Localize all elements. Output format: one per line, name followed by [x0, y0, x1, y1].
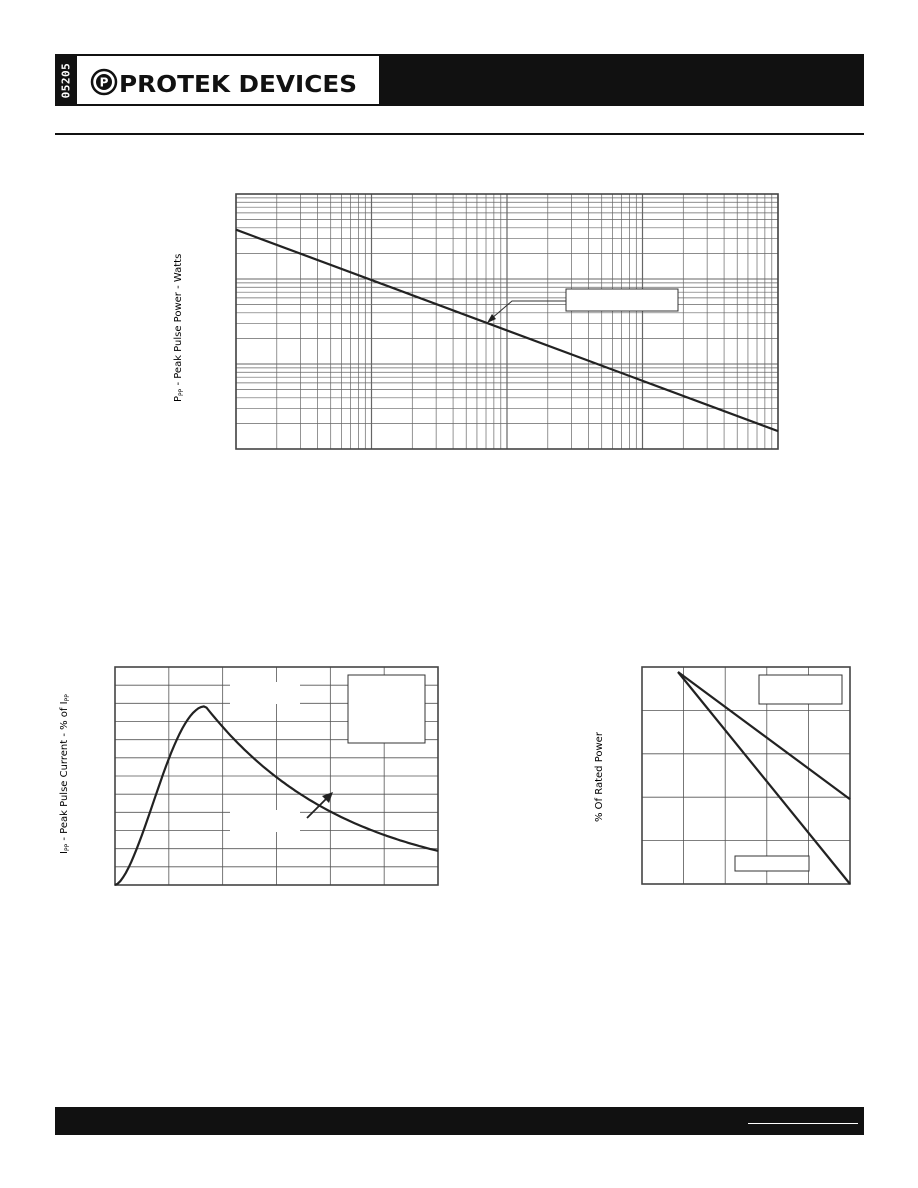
chart3-legend-box-top — [759, 675, 842, 704]
chart2-label-mask-bottom — [230, 810, 300, 832]
chart3-y-axis-label: % Of Rated Power — [594, 732, 605, 822]
pulse-waveform-chart — [110, 662, 445, 890]
footer-rule — [748, 1123, 858, 1124]
peak-pulse-power-chart — [230, 188, 785, 456]
logo-wordmark: PROTEK DEVICES — [119, 72, 357, 98]
chart2-y-axis-label: $I_{PP}$ - Peak Pulse Current - % of $I_{PP}$ — [59, 694, 71, 854]
footer-bar — [55, 1107, 864, 1135]
header-rule — [55, 133, 864, 135]
chart3-legend-box-bottom — [735, 856, 809, 871]
power-derating-chart — [636, 662, 858, 890]
document-number: 05205 — [59, 62, 73, 98]
chart1-y-axis-label: $P_{PP}$ - Peak Pulse Power - Watts — [173, 253, 185, 402]
chart1-callout-box — [566, 289, 678, 311]
protek-logo-icon — [77, 56, 379, 104]
document-number-tab — [57, 56, 75, 104]
chart1-leader-line — [491, 301, 566, 319]
chart2-legend-box — [348, 675, 425, 743]
logo-mark: P — [99, 75, 109, 90]
company-logo — [77, 56, 379, 104]
chart2-label-mask-top — [230, 682, 300, 704]
chart1-grid — [236, 194, 778, 449]
